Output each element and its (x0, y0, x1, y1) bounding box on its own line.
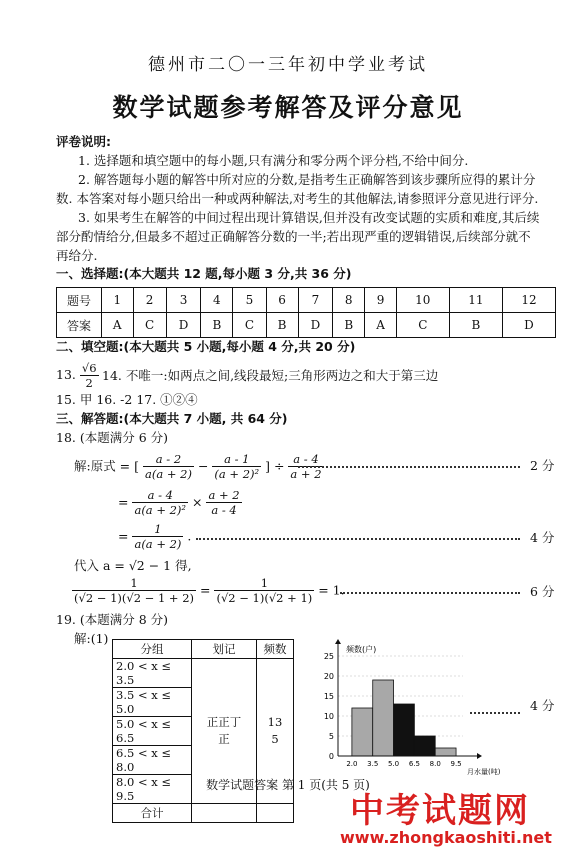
x-axis-label: 月水量(吨) (467, 768, 500, 776)
answer-cell: C (396, 313, 449, 338)
q13-denominator: 2 (85, 376, 93, 390)
dotted-leader (340, 592, 520, 594)
dotted-leader (470, 712, 520, 714)
page-title: 数学试题参考解答及评分意见 (112, 93, 464, 122)
q13-numerator: √6 (81, 361, 97, 375)
y-axis-label: 频数(户) (346, 645, 377, 654)
y-tick-label: 10 (323, 712, 334, 721)
q18-fraction-6 (132, 522, 183, 551)
q19-start: 解:(1) (74, 631, 109, 646)
answer-cell: D (166, 313, 201, 338)
score-6: 6 分 (530, 584, 555, 599)
site-watermark (340, 783, 570, 853)
x-tick-label: 3.5 (367, 760, 379, 768)
score-2: 2 分 (530, 458, 555, 473)
q19-heading: 19. (本题满分 8 分) (56, 612, 169, 627)
section-solve-title: 三、解答题:(本大题共 7 小题, 共 64 分) (56, 411, 288, 426)
answer-table-row-numbers (57, 288, 556, 313)
times-sign: × (192, 494, 203, 510)
watermark-url: www.zhongkaoshiti.net (340, 828, 552, 847)
q18-step1-start: 解:原式 = [ (74, 458, 140, 474)
numerator: a - 2 (143, 452, 194, 467)
answers-15-17: 15. 甲 16. -2 17. ①②④ (56, 392, 198, 407)
q18-result: = 1. (318, 582, 345, 598)
freq-total-label: 合计 (113, 804, 192, 823)
note-1: 1. 选择题和填空题中的每小题,只有满分和零分两个评分档,不给中间分. (78, 153, 469, 168)
x-tick-label: 9.5 (450, 760, 462, 768)
denominator: (a + 2)² (214, 467, 260, 481)
y-tick-label: 0 (328, 752, 334, 761)
freq-header-group: 分组 (113, 640, 192, 659)
minus-sign: − (197, 458, 209, 474)
q18-fraction-7 (72, 576, 196, 605)
denominator: a(a + 2)² (134, 503, 187, 517)
question-number: 8 (333, 288, 365, 313)
answer-cell: A (365, 313, 397, 338)
answer-cell: C (133, 313, 166, 338)
q18-fraction-8 (214, 576, 314, 605)
q18-fraction-5 (206, 488, 241, 517)
water-usage-histogram (300, 638, 500, 778)
denominator: a + 2 (290, 467, 322, 481)
freq-row (113, 659, 294, 688)
note-2a: 2. 解答题每小题的解答中所对应的分数,是指考生正确解答到该步骤所应得的累计分 (78, 172, 536, 187)
q13-label: 13. (56, 367, 76, 382)
freq-total-row (113, 804, 294, 823)
y-tick-label: 20 (323, 672, 334, 681)
question-number: 3 (166, 288, 201, 313)
x-tick-label: 5.0 (387, 760, 400, 768)
answer-cell: C (233, 313, 266, 338)
q18-step5 (72, 576, 345, 605)
numerator: a - 1 (212, 452, 261, 467)
answer-cell: B (266, 313, 298, 338)
q18-fraction-2 (212, 452, 261, 481)
histogram-bar (414, 736, 435, 756)
x-tick-label: 8.0 (429, 760, 441, 768)
frequency-table (112, 639, 294, 823)
numerator: a - 4 (288, 452, 323, 467)
answer-cell: D (298, 313, 333, 338)
note-3b: 部分酌情给分,但最多不超过正确解答分数的一半;若出现严重的逻辑错误,后续部分就不 (56, 229, 531, 244)
answer-cell: D (502, 313, 555, 338)
denominator: a - 4 (211, 503, 237, 517)
q18-step2 (118, 488, 242, 517)
count-value: 5 (271, 732, 279, 746)
answer-14: 14. 不唯一:如两点之间,线段最短;三角形两边之和大于第三边 (102, 368, 439, 383)
answer-cell: B (449, 313, 502, 338)
equals-sign: = (118, 494, 129, 510)
section-fill-title: 二、填空题:(本大题共 5 小题,每小题 4 分,共 20 分) (56, 339, 356, 354)
question-number: 6 (266, 288, 298, 313)
question-number: 11 (449, 288, 502, 313)
question-number: 7 (298, 288, 333, 313)
numerator: 1 (214, 576, 314, 591)
freq-group: 6.5 < x ≤ 8.0 (113, 746, 192, 775)
denominator: (√2 − 1)(√2 − 1 + 2) (74, 591, 195, 605)
y-axis-arrow (335, 639, 341, 644)
x-axis-arrow (477, 753, 482, 759)
note-3c: 再给分. (56, 248, 98, 263)
question-number: 1 (102, 288, 134, 313)
question-number: 12 (502, 288, 555, 313)
numerator: a - 4 (132, 488, 188, 503)
question-number: 4 (201, 288, 233, 313)
y-tick-label: 25 (323, 652, 334, 661)
x-tick-label: 2.0 (346, 760, 358, 768)
freq-group: 5.0 < x ≤ 6.5 (113, 717, 192, 746)
histogram-bar (435, 748, 456, 756)
notes-heading: 评卷说明: (56, 134, 111, 149)
question-number: 5 (233, 288, 266, 313)
freq-total-count (257, 804, 294, 823)
count-value: 13 (267, 715, 283, 729)
y-tick-label: 5 (328, 732, 334, 741)
freq-header-count: 频数 (257, 640, 294, 659)
q18-substitution: 代入 a = √2 − 1 得, (74, 558, 192, 573)
dotted-leader (298, 466, 520, 468)
watermark-text: 中考试题网 (350, 791, 530, 831)
score-4: 4 分 (530, 530, 555, 545)
page-footer: 数学试题答案 第 1 页(共 5 页) (206, 778, 370, 792)
freq-group: 3.5 < x ≤ 5.0 (113, 688, 192, 717)
score-q19: 4 分 (530, 698, 555, 713)
denominator: (√2 − 1)(√2 + 1) (216, 591, 313, 605)
question-number: 2 (133, 288, 166, 313)
equals-sign: = (200, 582, 211, 598)
answer-table (56, 287, 556, 338)
numerator: 1 (132, 522, 183, 537)
numerator: 1 (72, 576, 196, 591)
question-number: 10 (396, 288, 449, 313)
histogram-bar (373, 680, 394, 756)
x-tick-label: 6.5 (408, 760, 420, 768)
freq-header-row (113, 640, 294, 659)
freq-total-tally (192, 804, 257, 823)
answer-cell: B (333, 313, 365, 338)
q18-step1 (74, 452, 324, 481)
histogram-bar (394, 704, 415, 756)
tally-mark: 正 (218, 732, 230, 746)
y-tick-label: 15 (323, 692, 334, 701)
dotted-leader (196, 538, 520, 540)
freq-group: 2.0 < x ≤ 3.5 (113, 659, 192, 688)
tally-mark: 正正丁 (206, 715, 242, 729)
answer-13 (56, 361, 99, 390)
freq-group: 8.0 < x ≤ 9.5 (113, 775, 192, 804)
denominator: a(a + 2) (134, 537, 182, 551)
histogram-bar (352, 708, 373, 756)
freq-header-tally: 划记 (192, 640, 257, 659)
section-choice-title: 一、选择题:(本大题共 12 题,每小题 3 分,共 36 分) (56, 266, 352, 281)
q18-step3 (118, 522, 191, 551)
q18-fraction-4 (132, 488, 188, 517)
q18-heading: 18. (本题满分 6 分) (56, 430, 169, 445)
divide-sign: ] ÷ (265, 458, 285, 474)
q13-fraction (80, 361, 99, 390)
answer-table-row-answers (57, 313, 556, 338)
equals-sign: = (118, 528, 129, 544)
answer-cell: A (102, 313, 134, 338)
answer-cell: B (201, 313, 233, 338)
note-3a: 3. 如果考生在解答的中间过程出现计算错误,但并没有改变试题的实质和难度,其后续 (78, 210, 540, 225)
question-number: 9 (365, 288, 397, 313)
exam-subtitle: 德州市二〇一三年初中学业考试 (148, 55, 428, 75)
denominator: a(a + 2) (145, 467, 192, 481)
answer-table-answer-label: 答案 (57, 313, 102, 338)
period: . (187, 528, 192, 544)
note-2b: 数. 本答案对每小题只给出一种或两种解法,对考生的其他解法,请参照评分意见进行评分. (56, 191, 539, 206)
numerator: a + 2 (208, 488, 240, 502)
answer-table-header-label: 题号 (57, 288, 102, 313)
q18-fraction-1 (143, 452, 194, 481)
